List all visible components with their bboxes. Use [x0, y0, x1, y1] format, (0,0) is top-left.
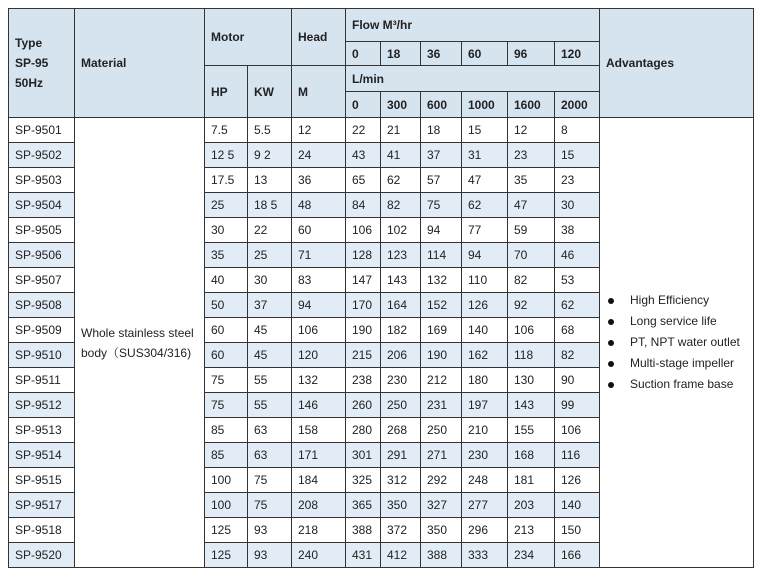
- flow-cell: 170: [346, 293, 381, 318]
- flow-cell: 99: [555, 393, 600, 418]
- bullet-icon: [608, 361, 614, 367]
- flow-lmin-cell: 600: [421, 92, 462, 118]
- flow-cell: 62: [555, 293, 600, 318]
- flow-cell: 38: [555, 218, 600, 243]
- flow-cell: 147: [346, 268, 381, 293]
- hp-cell: 30: [205, 218, 248, 243]
- hp-cell: 50: [205, 293, 248, 318]
- flow-cell: 65: [346, 168, 381, 193]
- hp-cell: 125: [205, 543, 248, 568]
- flow-cell: 43: [346, 143, 381, 168]
- flow-cell: 92: [508, 293, 555, 318]
- flow-cell: 102: [381, 218, 421, 243]
- advantage-item: [608, 311, 753, 332]
- flow-cell: 77: [462, 218, 508, 243]
- kw-cell: 63: [248, 418, 292, 443]
- advantage-item: [608, 290, 753, 311]
- flow-cell: 41: [381, 143, 421, 168]
- hp-cell: 85: [205, 418, 248, 443]
- flow-cell: 123: [381, 243, 421, 268]
- motor-header: Motor: [205, 9, 292, 66]
- advantage-label: High Efficiency: [630, 293, 710, 307]
- flow-cell: 388: [346, 518, 381, 543]
- flow-cell: 90: [555, 368, 600, 393]
- flow-cell: 68: [555, 318, 600, 343]
- flow-cell: 152: [421, 293, 462, 318]
- model-cell: SP-9504: [9, 193, 75, 218]
- head-cell: 106: [292, 318, 346, 343]
- flow-cell: 12: [508, 118, 555, 143]
- type-header-line: 50Hz: [15, 76, 44, 90]
- flow-m3-cell: 0: [346, 42, 381, 66]
- flow-cell: 312: [381, 468, 421, 493]
- model-cell: SP-9510: [9, 343, 75, 368]
- flow-cell: 15: [462, 118, 508, 143]
- head-cell: 158: [292, 418, 346, 443]
- model-cell: SP-9513: [9, 418, 75, 443]
- flow-cell: 277: [462, 493, 508, 518]
- flow-cell: 325: [346, 468, 381, 493]
- kw-cell: 22: [248, 218, 292, 243]
- model-cell: SP-9515: [9, 468, 75, 493]
- hp-cell: 12 5: [205, 143, 248, 168]
- advantages-list: [608, 290, 753, 395]
- flow-m3-cell: 96: [508, 42, 555, 66]
- table-body: [9, 118, 754, 568]
- head-cell: 83: [292, 268, 346, 293]
- head-cell: 208: [292, 493, 346, 518]
- flow-cell: 21: [381, 118, 421, 143]
- flow-cell: 15: [555, 143, 600, 168]
- head-cell: 218: [292, 518, 346, 543]
- head-cell: 48: [292, 193, 346, 218]
- model-cell: SP-9505: [9, 218, 75, 243]
- flow-cell: 116: [555, 443, 600, 468]
- flow-cell: 234: [508, 543, 555, 568]
- model-cell: SP-9507: [9, 268, 75, 293]
- flow-cell: 155: [508, 418, 555, 443]
- head-cell: 146: [292, 393, 346, 418]
- head-cell: 240: [292, 543, 346, 568]
- flow-cell: 180: [462, 368, 508, 393]
- bullet-icon: [608, 340, 614, 346]
- head-cell: 60: [292, 218, 346, 243]
- advantage-item: [608, 332, 753, 353]
- flow-cell: 182: [381, 318, 421, 343]
- flow-m3-cell: 36: [421, 42, 462, 66]
- kw-cell: 75: [248, 493, 292, 518]
- flow-lmin-cell: 2000: [555, 92, 600, 118]
- flow-cell: 162: [462, 343, 508, 368]
- hp-cell: 17.5: [205, 168, 248, 193]
- hp-cell: 85: [205, 443, 248, 468]
- table-row: [9, 118, 754, 143]
- kw-cell: 75: [248, 468, 292, 493]
- head-cell: 94: [292, 293, 346, 318]
- hp-cell: 75: [205, 393, 248, 418]
- flow-cell: 126: [462, 293, 508, 318]
- head-cell: 36: [292, 168, 346, 193]
- head-cell: 12: [292, 118, 346, 143]
- kw-cell: 93: [248, 543, 292, 568]
- flow-cell: 250: [421, 418, 462, 443]
- flow-cell: 128: [346, 243, 381, 268]
- hp-cell: 75: [205, 368, 248, 393]
- flow-m3-cell: 120: [555, 42, 600, 66]
- bullet-icon: [608, 298, 614, 304]
- flow-lmin-cell: 1000: [462, 92, 508, 118]
- flow-cell: 431: [346, 543, 381, 568]
- flow-cell: 291: [381, 443, 421, 468]
- flow-cell: 46: [555, 243, 600, 268]
- model-cell: SP-9508: [9, 293, 75, 318]
- hp-cell: 60: [205, 343, 248, 368]
- flow-cell: 190: [346, 318, 381, 343]
- kw-header: KW: [248, 66, 292, 118]
- model-cell: SP-9501: [9, 118, 75, 143]
- flow-cell: 350: [421, 518, 462, 543]
- flow-cell: 8: [555, 118, 600, 143]
- kw-cell: 45: [248, 343, 292, 368]
- flow-cell: 94: [421, 218, 462, 243]
- kw-cell: 93: [248, 518, 292, 543]
- flow-cell: 372: [381, 518, 421, 543]
- head-cell: 24: [292, 143, 346, 168]
- flow-cell: 271: [421, 443, 462, 468]
- head-cell: 171: [292, 443, 346, 468]
- flow-cell: 210: [462, 418, 508, 443]
- flow-cell: 53: [555, 268, 600, 293]
- flow-cell: 57: [421, 168, 462, 193]
- head-cell: 71: [292, 243, 346, 268]
- flow-cell: 132: [421, 268, 462, 293]
- hp-cell: 35: [205, 243, 248, 268]
- flow-cell: 388: [421, 543, 462, 568]
- hp-cell: 7.5: [205, 118, 248, 143]
- flow-cell: 130: [508, 368, 555, 393]
- material-text-line: Whole stainless steel: [81, 325, 194, 340]
- flow-cell: 412: [381, 543, 421, 568]
- flow-cell: 164: [381, 293, 421, 318]
- advantage-label: Suction frame base: [630, 377, 734, 391]
- advantage-label: PT, NPT water outlet: [630, 335, 740, 349]
- model-cell: SP-9517: [9, 493, 75, 518]
- flow-cell: 82: [555, 343, 600, 368]
- flow-cell: 333: [462, 543, 508, 568]
- head-cell: 184: [292, 468, 346, 493]
- hp-header: HP: [205, 66, 248, 118]
- material-cell: [75, 118, 205, 568]
- hp-cell: 40: [205, 268, 248, 293]
- model-cell: SP-9518: [9, 518, 75, 543]
- advantage-item: [608, 353, 753, 374]
- kw-cell: 9 2: [248, 143, 292, 168]
- flow-cell: 292: [421, 468, 462, 493]
- bullet-icon: [608, 382, 614, 388]
- model-cell: SP-9512: [9, 393, 75, 418]
- flow-cell: 59: [508, 218, 555, 243]
- flow-cell: 365: [346, 493, 381, 518]
- flow-cell: 18: [421, 118, 462, 143]
- flow-cell: 166: [555, 543, 600, 568]
- head-cell: 132: [292, 368, 346, 393]
- model-cell: SP-9503: [9, 168, 75, 193]
- flow-cell: 31: [462, 143, 508, 168]
- material-text-line: body（SUS304/316): [81, 345, 192, 360]
- flow-cell: 62: [381, 168, 421, 193]
- flow-cell: 94: [462, 243, 508, 268]
- flow-cell: 248: [462, 468, 508, 493]
- model-cell: SP-9520: [9, 543, 75, 568]
- flow-cell: 106: [555, 418, 600, 443]
- head-header: Head: [292, 9, 346, 66]
- flow-cell: 82: [508, 268, 555, 293]
- lmin-header: L/min: [346, 66, 600, 92]
- flow-cell: 301: [346, 443, 381, 468]
- pump-spec-table: [8, 8, 754, 568]
- flow-m3-cell: 18: [381, 42, 421, 66]
- flow-cell: 203: [508, 493, 555, 518]
- flow-cell: 296: [462, 518, 508, 543]
- flow-cell: 280: [346, 418, 381, 443]
- flow-lmin-cell: 300: [381, 92, 421, 118]
- kw-cell: 30: [248, 268, 292, 293]
- flow-cell: 215: [346, 343, 381, 368]
- head-cell: 120: [292, 343, 346, 368]
- model-cell: SP-9502: [9, 143, 75, 168]
- flow-m3-cell: 60: [462, 42, 508, 66]
- flow-cell: 213: [508, 518, 555, 543]
- kw-cell: 55: [248, 368, 292, 393]
- kw-cell: 25: [248, 243, 292, 268]
- kw-cell: 5.5: [248, 118, 292, 143]
- flow-cell: 114: [421, 243, 462, 268]
- flow-cell: 118: [508, 343, 555, 368]
- flow-cell: 327: [421, 493, 462, 518]
- advantages-header: Advantages: [600, 9, 754, 118]
- flow-cell: 37: [421, 143, 462, 168]
- model-cell: SP-9514: [9, 443, 75, 468]
- hp-cell: 60: [205, 318, 248, 343]
- hp-cell: 100: [205, 468, 248, 493]
- flow-cell: 84: [346, 193, 381, 218]
- flow-cell: 212: [421, 368, 462, 393]
- flow-cell: 22: [346, 118, 381, 143]
- flow-cell: 23: [555, 168, 600, 193]
- flow-cell: 23: [508, 143, 555, 168]
- flow-cell: 230: [381, 368, 421, 393]
- flow-cell: 30: [555, 193, 600, 218]
- flow-cell: 168: [508, 443, 555, 468]
- flow-cell: 35: [508, 168, 555, 193]
- flow-cell: 197: [462, 393, 508, 418]
- advantages-cell: [600, 118, 754, 568]
- kw-cell: 63: [248, 443, 292, 468]
- flow-cell: 47: [462, 168, 508, 193]
- flow-cell: 140: [462, 318, 508, 343]
- flow-cell: 82: [381, 193, 421, 218]
- type-header-line: Type: [15, 36, 43, 50]
- flow-cell: 260: [346, 393, 381, 418]
- material-header: Material: [75, 9, 205, 118]
- flow-cell: 143: [508, 393, 555, 418]
- flow-lmin-cell: 1600: [508, 92, 555, 118]
- flow-cell: 126: [555, 468, 600, 493]
- flow-cell: 190: [421, 343, 462, 368]
- flow-cell: 110: [462, 268, 508, 293]
- flow-cell: 47: [508, 193, 555, 218]
- flow-cell: 140: [555, 493, 600, 518]
- flow-cell: 70: [508, 243, 555, 268]
- flow-cell: 150: [555, 518, 600, 543]
- flow-cell: 268: [381, 418, 421, 443]
- advantage-label: Multi-stage impeller: [630, 356, 735, 370]
- model-cell: SP-9511: [9, 368, 75, 393]
- kw-cell: 13: [248, 168, 292, 193]
- type-header-line: SP-95: [15, 56, 49, 70]
- flow-cell: 230: [462, 443, 508, 468]
- flow-cell: 206: [381, 343, 421, 368]
- hp-cell: 100: [205, 493, 248, 518]
- advantage-label: Long service life: [630, 314, 717, 328]
- kw-cell: 45: [248, 318, 292, 343]
- model-cell: SP-9509: [9, 318, 75, 343]
- bullet-icon: [608, 319, 614, 325]
- model-cell: SP-9506: [9, 243, 75, 268]
- flow-cell: 75: [421, 193, 462, 218]
- flow-header: Flow M³/hr: [346, 9, 600, 42]
- flow-cell: 238: [346, 368, 381, 393]
- type-header: [9, 9, 75, 118]
- kw-cell: 18 5: [248, 193, 292, 218]
- flow-lmin-cell: 0: [346, 92, 381, 118]
- flow-cell: 106: [508, 318, 555, 343]
- flow-cell: 143: [381, 268, 421, 293]
- flow-cell: 350: [381, 493, 421, 518]
- flow-cell: 106: [346, 218, 381, 243]
- hp-cell: 25: [205, 193, 248, 218]
- flow-cell: 62: [462, 193, 508, 218]
- kw-cell: 37: [248, 293, 292, 318]
- kw-cell: 55: [248, 393, 292, 418]
- head-unit-header: M: [292, 66, 346, 118]
- flow-cell: 231: [421, 393, 462, 418]
- flow-cell: 181: [508, 468, 555, 493]
- flow-cell: 250: [381, 393, 421, 418]
- hp-cell: 125: [205, 518, 248, 543]
- flow-cell: 169: [421, 318, 462, 343]
- advantage-item: [608, 374, 753, 395]
